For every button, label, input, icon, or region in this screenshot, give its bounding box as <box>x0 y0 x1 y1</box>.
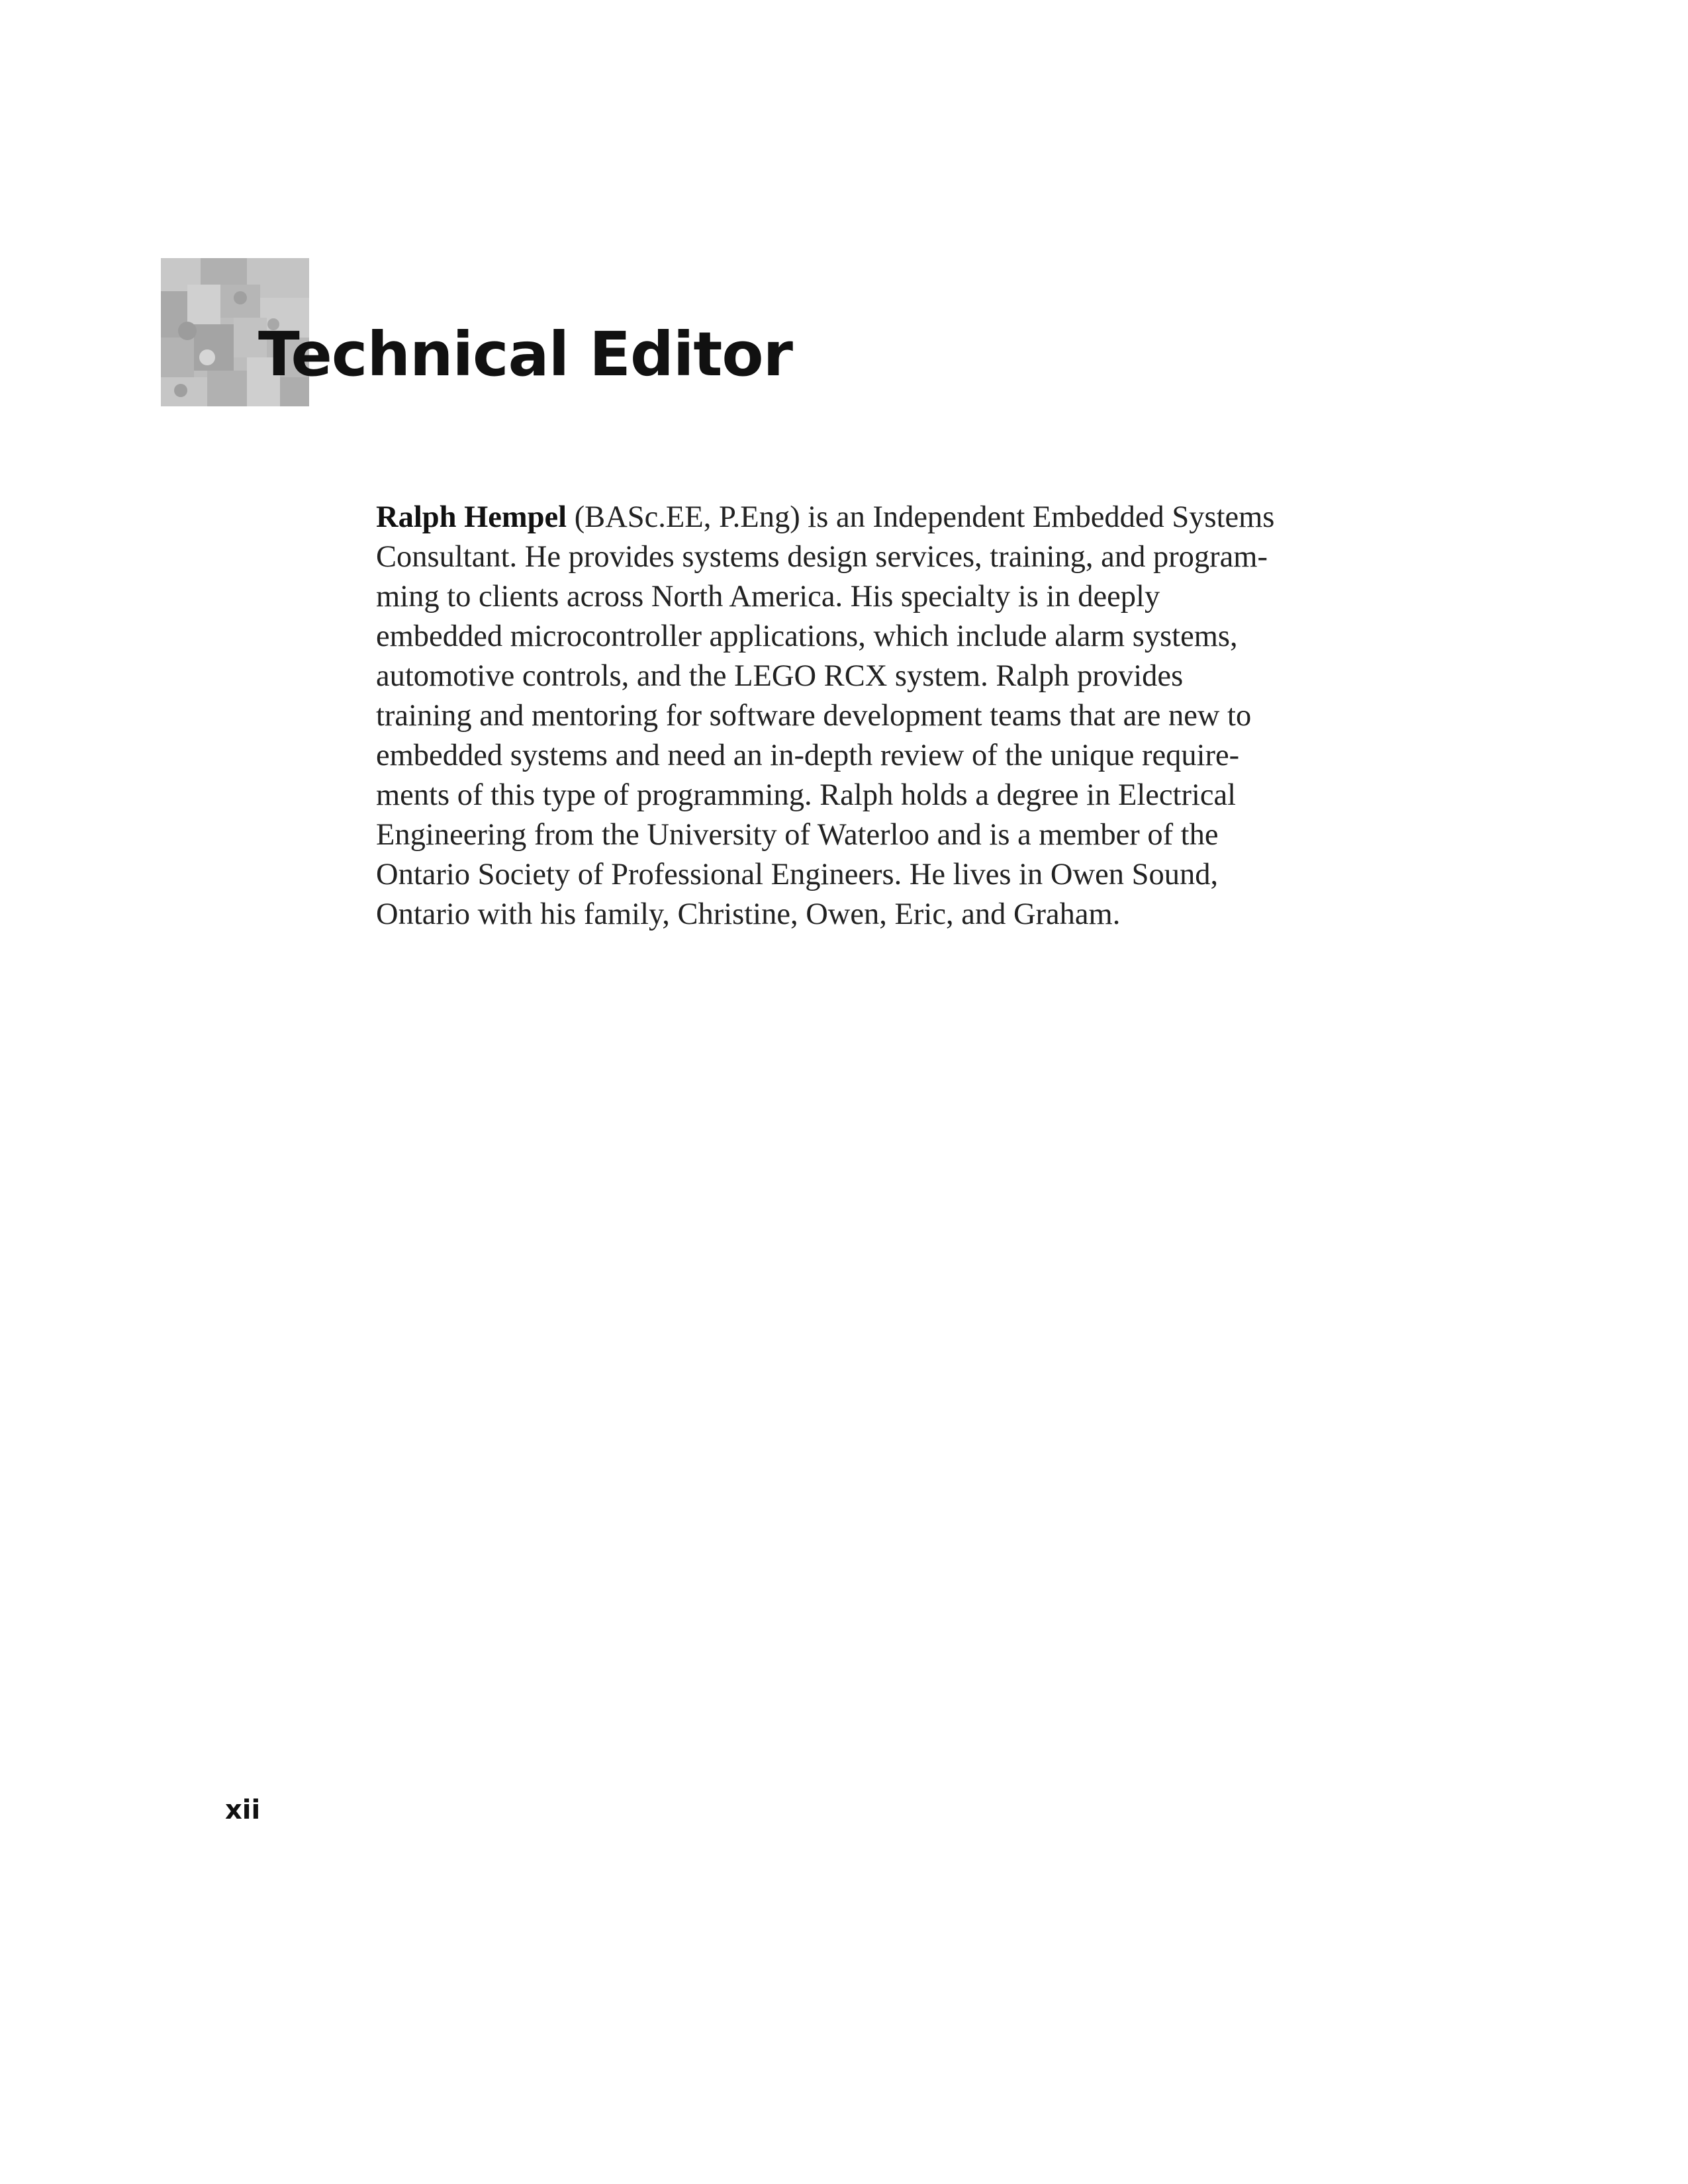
bio-line: embedded systems and need an in-depth review of the unique require- <box>376 739 1240 772</box>
page-heading: Technical Editor <box>258 319 792 390</box>
bio-line: Engineering from the University of Waterloo and is a member of the <box>376 818 1219 852</box>
bio-line-text: (BASc.EE, P.Eng) is an Independent Embedded Systems <box>567 500 1275 534</box>
bio-line: Ontario with his family, Christine, Owen, Eric, and Graham. <box>376 897 1121 931</box>
bio-line: Consultant. He provides systems design services, training, and program- <box>376 540 1268 574</box>
bio-line <box>376 498 1356 537</box>
bio-line: ming to clients across North America. His specialty is in deeply <box>376 580 1160 614</box>
bio-line: training and mentoring for software development teams that are new to <box>376 699 1252 733</box>
bio-line: automotive controls, and the LEGO RCX system. Ralph provides <box>376 659 1184 693</box>
bio-line: Ontario Society of Professional Engineers. He lives in Owen Sound, <box>376 858 1219 891</box>
page-number: xii <box>225 1795 261 1825</box>
bio-line: ments of this type of programming. Ralph holds a degree in Electrical <box>376 778 1237 812</box>
editor-name: Ralph Hempel <box>376 500 567 534</box>
bio-paragraph <box>376 498 1356 934</box>
bio-line: embedded microcontroller applications, which include alarm systems, <box>376 619 1238 653</box>
